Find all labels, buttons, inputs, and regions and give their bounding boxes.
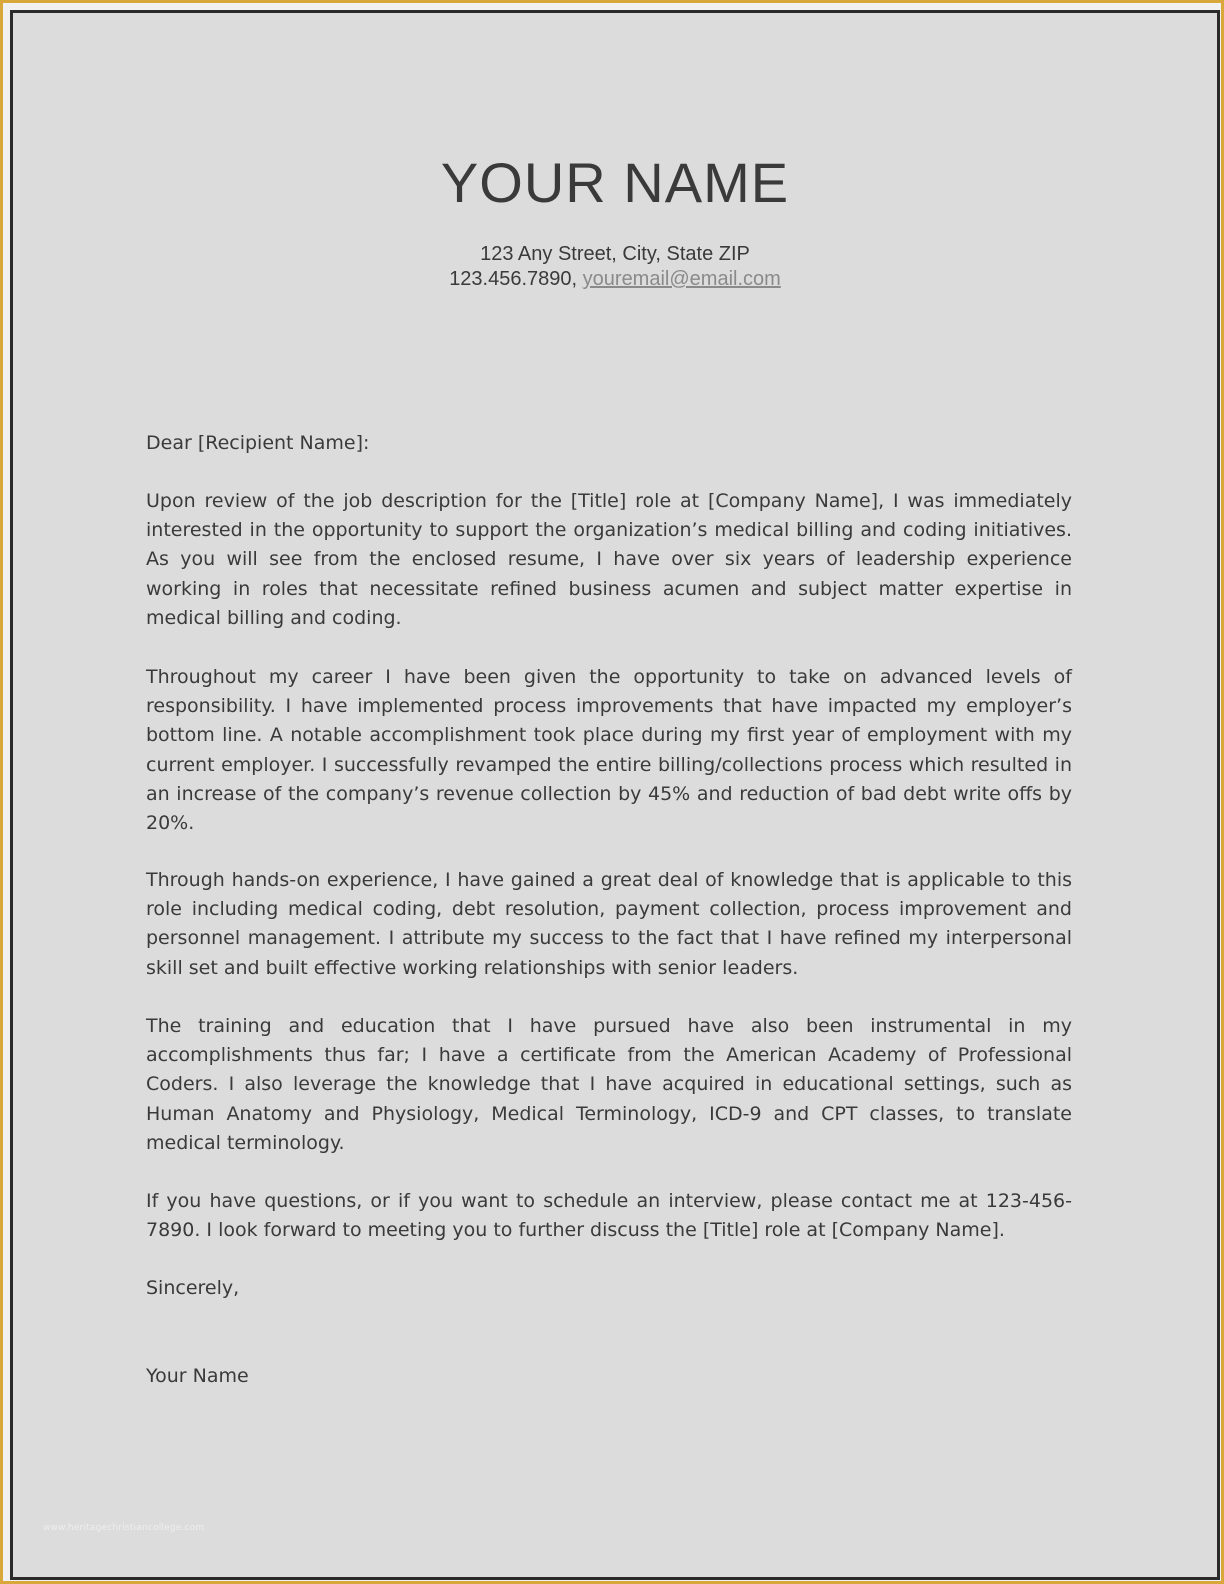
paragraph-5: If you have questions, or if you want to schedule an interview, please contact me at 123-456-7890. I look forward to meeting you to further discuss the [Title] role at [Company Name].: [146, 1190, 1072, 1242]
watermark: www.heritagechristiancollege.com: [43, 1523, 205, 1533]
page-frame-inner: [10, 10, 1220, 1580]
header-contact: [13, 267, 1217, 292]
header-address: 123 Any Street, City, State ZIP: [480, 243, 750, 265]
letter-page: [13, 13, 1217, 1577]
header-email-link[interactable]: youremail@email.com: [582, 268, 781, 290]
header-name: YOUR NAME: [440, 151, 790, 214]
paragraph-1: Upon review of the job description for the [Title] role at [Company Name], I was immediately interested in the opportunity to support the organization’s medical billing and coding initiatives. As you will see from the enclosed resume, I have over six years of leadership experience working in roles that necessitate refined business acumen and subject matter expertise in medical billing and coding.: [146, 490, 1072, 629]
paragraph-2: Throughout my career I have been given the opportunity to take on advanced levels of responsibility. I have implemented process improvements that have impacted my employer’s bottom line. A notable accomplishment took place during my first year of employment with my current employer. I successfully revamped the entire billing/collections process which resulted in an increase of the company’s revenue collection by 45% and reduction of bad debt write offs by 20%.: [146, 666, 1072, 835]
closing: Sincerely,: [146, 1277, 240, 1299]
signature: Your Name: [146, 1365, 249, 1387]
salutation: Dear [Recipient Name]:: [146, 432, 370, 454]
paragraph-4: The training and education that I have pursued have also been instrumental in my accomplishments thus far; I have a certificate from the American Academy of Professional Coders. I also leverage the knowledge that I have acquired in educational settings, such as Human Anatomy and Physiology, Medical Terminology, ICD-9 and CPT classes, to translate medical terminology.: [146, 1015, 1072, 1154]
header-phone: 123.456.7890,: [449, 268, 578, 290]
paragraph-3: Through hands-on experience, I have gained a great deal of knowledge that is applicable to this role including medical coding, debt resolution, payment collection, process improvement and personnel management. I attribute my success to the fact that I have refined my interpersonal skill set and built effective working relationships with senior leaders.: [146, 869, 1072, 979]
